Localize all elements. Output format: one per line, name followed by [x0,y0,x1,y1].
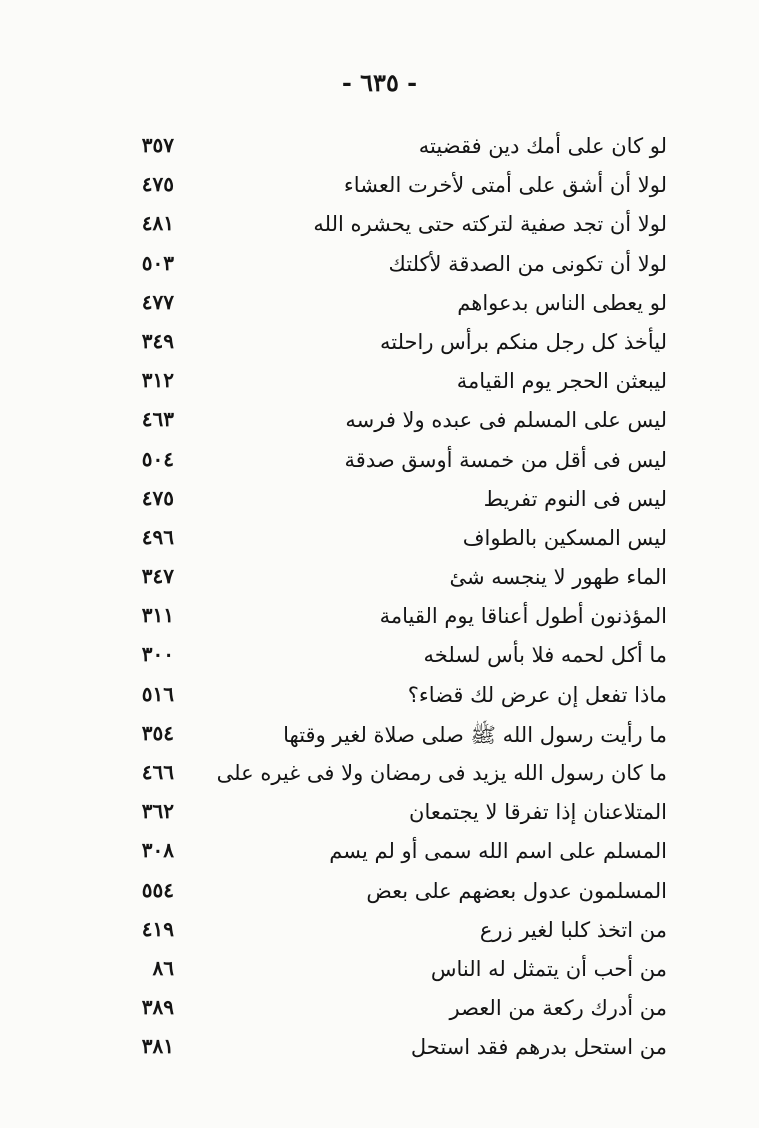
entry-page-reference: ٤٧٥ [141,485,174,510]
index-entry [0,755,759,794]
entry-page-reference: ٥٠٤ [141,446,174,471]
index-entry [0,598,759,637]
entry-page-reference: ٣٨١ [141,1034,174,1059]
entry-page-reference: ٣٤٧ [141,564,174,589]
index-entry [0,794,759,833]
index-entry [0,716,759,755]
index-entry [0,324,759,363]
index-entry [0,559,759,598]
entry-page-reference: ٥٥٤ [141,877,174,902]
entry-text: المؤذنون أطول أعناقا يوم القيامة [379,604,667,629]
index-entry [0,637,759,676]
entry-text: من استحل بدرهم فقد استحل [410,1035,667,1060]
entry-page-reference: ٣١٢ [141,368,174,393]
index-entry [0,951,759,990]
entry-text: ليس المسكين بالطواف [462,525,667,550]
entry-text: ليبعثن الحجر يوم القيامة [456,369,667,394]
entry-text: ما أكل لحمه فلا بأس لسلخه [423,643,667,668]
index-entry [0,285,759,324]
entry-page-reference: ٣١١ [141,603,174,628]
index-entry [0,128,759,167]
entry-text: ما رأيت رسول الله ﷺ صلى صلاة لغير وقتها [283,722,667,747]
entry-page-reference: ٤١٩ [141,916,174,941]
entry-page-reference: ٤٧٧ [141,289,174,314]
entry-text: من أحب أن يتمثل له الناس [430,956,667,981]
entry-text: من اتخذ كلبا لغير زرع [479,917,667,942]
entry-page-reference: ٤٦٣ [141,407,174,432]
entry-text: ماذا تفعل إن عرض لك قضاء؟ [407,682,667,707]
entry-text: المسلم على اسم الله سمى أو لم يسم [329,839,667,864]
entry-text: ليس على المسلم فى عبده ولا فرسه [345,408,667,433]
entry-text: الماء طهور لا ينجسه شئ [449,565,667,590]
entry-text: ليس فى النوم تفريط [483,486,667,511]
index-entry [0,167,759,206]
index-entry [0,246,759,285]
entry-page-reference: ٤٨١ [141,211,174,236]
entry-page-reference: ٥١٦ [141,681,174,706]
index-entry [0,206,759,245]
entry-text: من أدرك ركعة من العصر [449,996,667,1021]
entry-page-reference: ٨٦ [152,955,174,980]
entry-text: لو كان على أمك دين فقضيته [418,134,667,158]
entry-page-reference: ٣٤٩ [141,328,174,353]
entry-text: لولا أن أشق على أمتى لأخرت العشاء [343,173,667,198]
index-entry [0,833,759,872]
entry-page-reference: ٤٧٥ [141,172,174,197]
index-entry [0,1029,759,1068]
entry-text: المتلاعنان إذا تفرقا لا يجتمعان [409,800,667,825]
index-entry [0,912,759,951]
entry-page-reference: ٣٨٩ [141,995,174,1020]
entry-page-reference: ٥٠٣ [141,250,174,275]
entry-text: لولا أن تجد صفية لتركته حتى يحشره الله [313,212,667,237]
entry-page-reference: ٣٠٠ [141,642,174,667]
index-entry [0,990,759,1029]
page-number: - ٦٣٥ - [341,68,418,97]
index-entry [0,402,759,441]
index-entry [0,442,759,481]
entry-page-reference: ٣٥٧ [141,133,174,157]
entry-page-reference: ٤٩٦ [141,524,174,549]
entry-page-reference: ٣٥٤ [141,720,174,745]
entry-text: المسلمون عدول بعضهم على بعض [366,878,667,903]
index-entry [0,363,759,402]
index-entry [0,677,759,716]
entry-page-reference: ٣٦٢ [141,799,174,824]
index-entry [0,481,759,520]
index-entry [0,520,759,559]
entry-text: ما كان رسول الله يزيد فى رمضان ولا فى غيره على [216,761,667,785]
entry-text: ليأخذ كل رجل منكم برأس راحلته [379,329,667,354]
hadith-index-list [0,128,759,1069]
index-entry [0,873,759,912]
entry-text: لو يعطى الناس بدعواهم [457,290,667,315]
entry-page-reference: ٣٠٨ [141,838,174,863]
entry-page-reference: ٤٦٦ [141,760,174,784]
entry-text: ليس فى أقل من خمسة أوسق صدقة [344,447,667,472]
entry-text: لولا أن تكونى من الصدقة لأكلتك [388,251,667,276]
